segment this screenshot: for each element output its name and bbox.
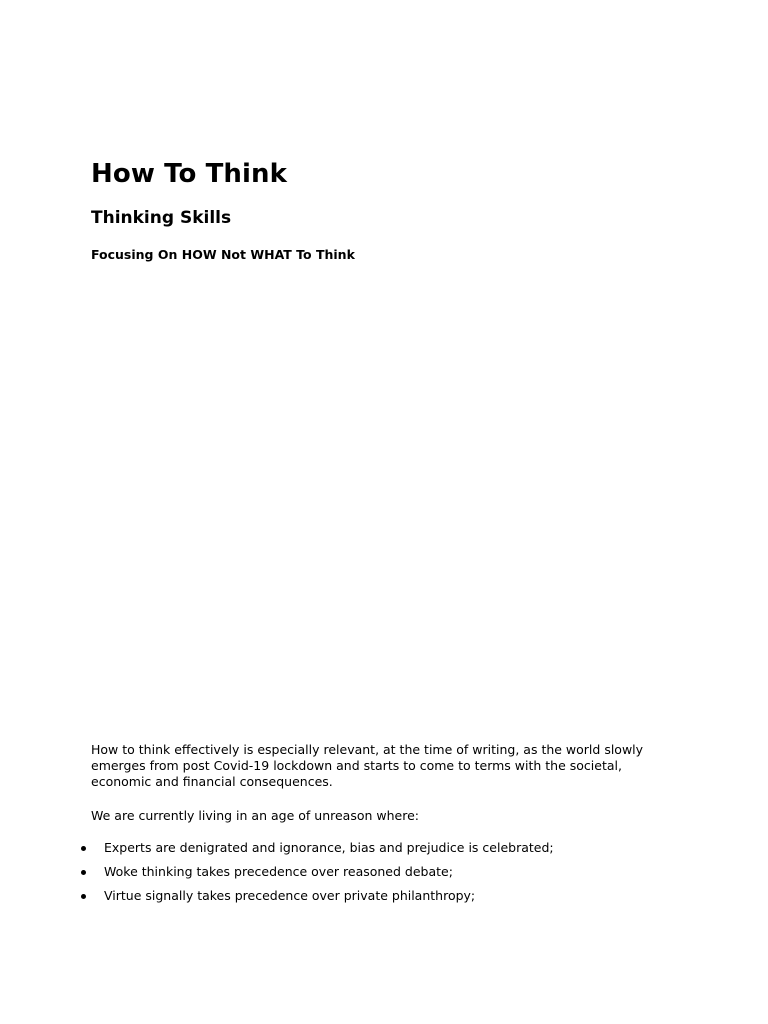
document-subtitle: Thinking Skills [91, 208, 232, 228]
bullet-icon [81, 894, 86, 899]
bullet-icon [81, 846, 86, 851]
list-item-text: Virtue signally takes precedence over private philanthropy; [104, 888, 476, 903]
document-tagline: Focusing On HOW Not WHAT To Think [91, 247, 355, 262]
bullet-icon [81, 870, 86, 875]
list-item-text: Woke thinking takes precedence over reasoned debate; [104, 864, 453, 879]
intro-paragraph: How to think effectively is especially relevant, at the time of writing, as the world slowly emerges from post Covid-19 lockdown and starts to come to terms with the societal, economic and financial consequences. [91, 742, 644, 789]
list-item-text: Experts are denigrated and ignorance, bias and prejudice is celebrated; [104, 840, 554, 855]
lead-in-text: We are currently living in an age of unreason where: [91, 808, 419, 823]
document-title: How To Think [91, 159, 288, 189]
